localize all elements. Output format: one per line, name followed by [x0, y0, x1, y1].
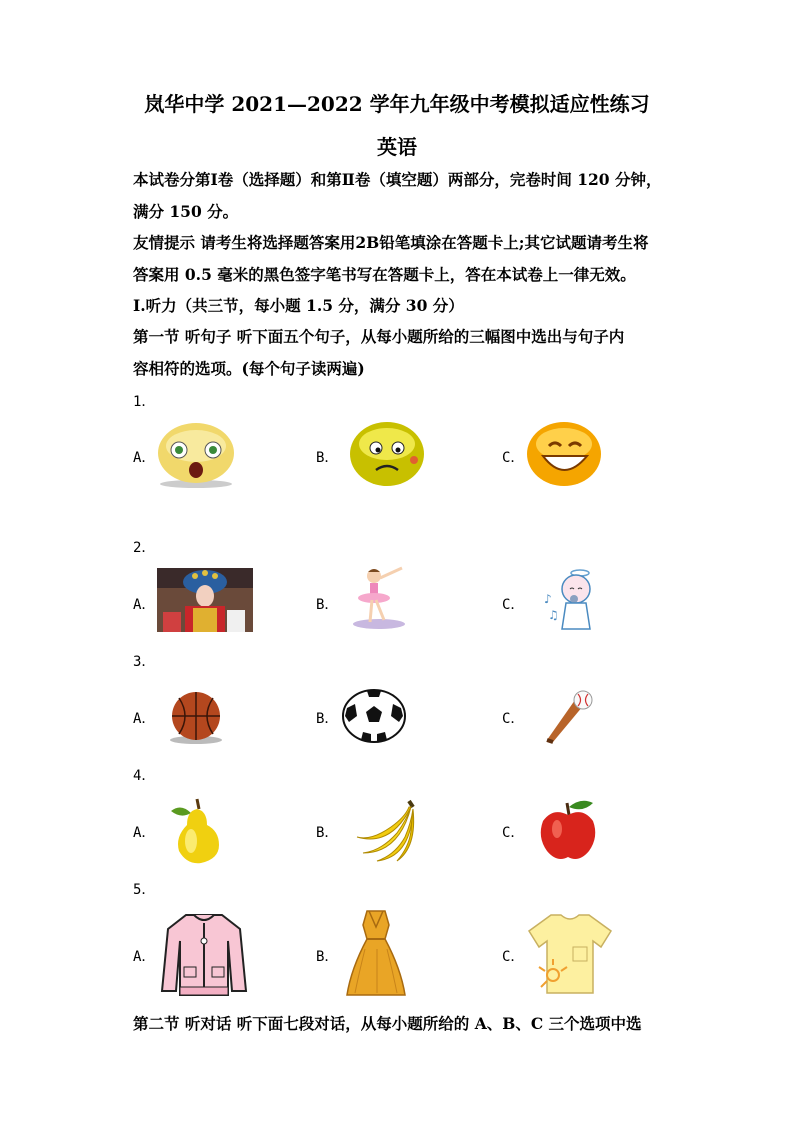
option-label: A．: [133, 825, 156, 841]
basketball-icon: [165, 690, 227, 744]
pear-icon: [165, 797, 227, 865]
option-label: B．: [316, 825, 339, 841]
baseball-bat-icon: [543, 688, 595, 744]
singing-girl-icon: [540, 567, 600, 633]
part2-instruction-line-1: 第二节 听对话 听下面七段对话，从每小题所给的 A、B、C 三个选项中选: [133, 1014, 642, 1033]
question-number: 3．: [133, 654, 156, 670]
option-label: C．: [502, 711, 525, 727]
subject-title: 英语: [377, 135, 417, 159]
question-number: 2．: [133, 540, 156, 556]
intro-line-2: 满分 150 分。: [133, 202, 239, 221]
option-label: C．: [502, 949, 525, 965]
intro-line-3: 友情提示 请考生将选择题答案用2B铅笔填涂在答题卡上;其它试题请考生将: [133, 233, 649, 252]
intro-line-1: 本试卷分第Ⅰ卷（选择题）和第Ⅱ卷（填空题）两部分，完卷时间 120 分钟，: [133, 170, 662, 189]
option-label: B．: [316, 711, 339, 727]
yellow-t-shirt-icon: [527, 911, 613, 995]
option-label: C．: [502, 597, 525, 613]
option-label: C．: [502, 825, 525, 841]
surprised-face-icon: [155, 420, 237, 488]
svg-text:♫: ♫: [548, 608, 559, 622]
question-number: 4．: [133, 768, 156, 784]
question-number: 1．: [133, 394, 156, 410]
peking-opera-icon: [157, 568, 253, 632]
pink-jacket-icon: [160, 911, 248, 997]
option-label: A．: [133, 597, 156, 613]
sad-face-icon: [348, 420, 426, 488]
option-label: B．: [316, 597, 339, 613]
svg-text:♪: ♪: [544, 592, 552, 606]
yellow-dress-icon: [345, 909, 407, 999]
option-label: A．: [133, 949, 156, 965]
option-label: A．: [133, 450, 156, 466]
ballet-dancer-icon: [350, 566, 408, 630]
section-heading: Ⅰ.听力（共三节，每小题 1.5 分，满分 30 分）: [133, 296, 464, 315]
option-label: B．: [316, 450, 339, 466]
apple-icon: [537, 797, 599, 863]
option-label: C．: [502, 450, 525, 466]
page-title: 岚华中学 2021—2022 学年九年级中考模拟适应性练习: [144, 92, 650, 116]
question-number: 5．: [133, 882, 156, 898]
option-label: A．: [133, 711, 156, 727]
soccer-ball-icon: [341, 688, 407, 744]
happy-face-icon: [525, 420, 603, 488]
bananas-icon: [351, 797, 419, 863]
part1-instruction-line-2: 容相符的选项。(每个句子读两遍): [133, 359, 365, 378]
intro-line-4: 答案用 0.5 毫米的黑色签字笔书写在答题卡上，答在本试卷上一律无效。: [133, 265, 636, 284]
option-label: B．: [316, 949, 339, 965]
part1-instruction-line-1: 第一节 听句子 听下面五个句子，从每小题所给的三幅图中选出与句子内: [133, 327, 625, 346]
